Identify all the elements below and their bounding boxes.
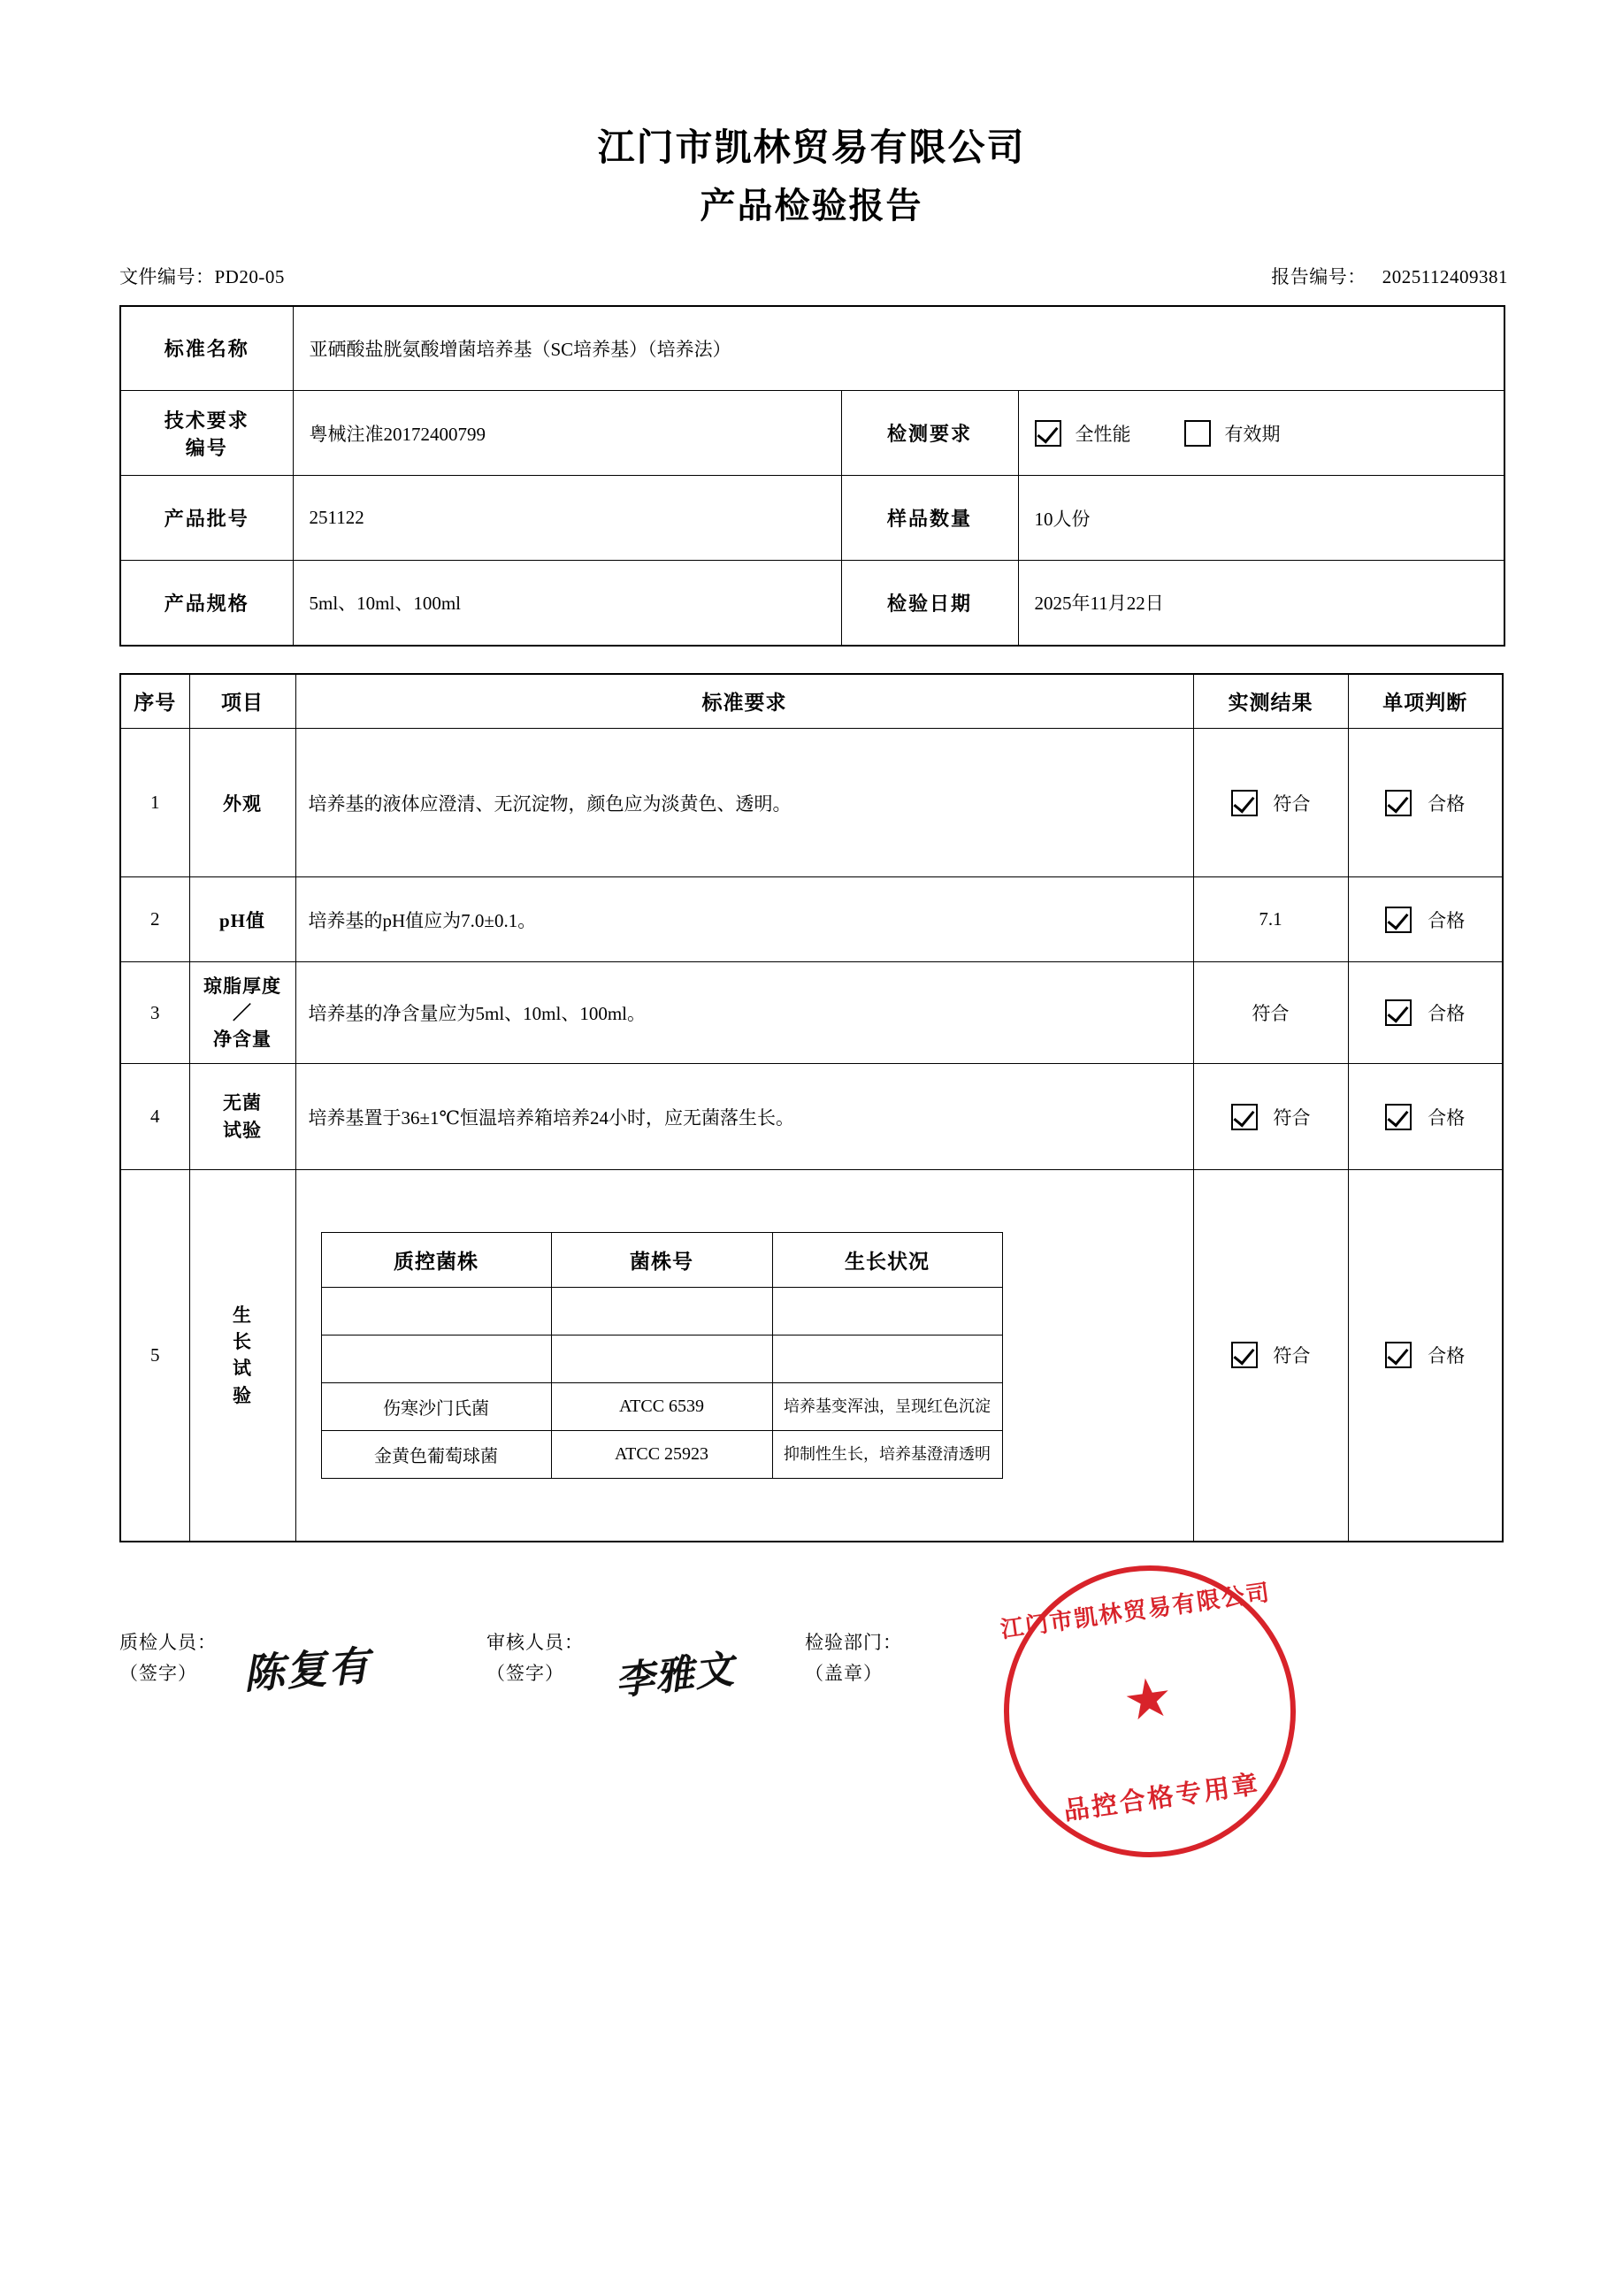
department-label-line2: （盖章） xyxy=(805,1663,883,1685)
growth-col-status: 生长状况 xyxy=(772,1232,1002,1287)
standard-name-label: 标准名称 xyxy=(120,306,293,391)
row-judgement xyxy=(1348,962,1503,1064)
table-row xyxy=(120,729,1503,877)
growth-number: ATCC 6539 xyxy=(551,1382,772,1430)
row-no: 1 xyxy=(120,729,189,877)
test-req-validity-label: 有效期 xyxy=(1224,423,1281,445)
row-requirement xyxy=(295,1170,1193,1542)
stamp-arc-text: 江门市凯林贸易有限公司 xyxy=(999,1579,1273,1643)
checkbox-icon[interactable] xyxy=(1035,420,1061,447)
row-judgement-text: 合格 xyxy=(1428,1003,1466,1025)
spec-label: 产品规格 xyxy=(120,561,293,646)
checkbox-icon[interactable] xyxy=(1385,1342,1412,1368)
row-requirement: 培养基的液体应澄清、无沉淀物，颜色应为淡黄色、透明。 xyxy=(295,729,1193,877)
row-item xyxy=(189,1064,295,1170)
file-number: 文件编号：PD20-05 xyxy=(119,265,285,287)
report-header xyxy=(0,0,1623,233)
reviewer-block xyxy=(486,1627,584,1690)
growth-number xyxy=(551,1335,772,1382)
row-item-line2: ／ xyxy=(233,1001,252,1023)
table-row xyxy=(321,1335,1002,1382)
row-judgement-text: 合格 xyxy=(1428,1106,1466,1129)
row-result: 符合 xyxy=(1193,962,1348,1064)
test-req-options xyxy=(1018,391,1504,476)
row-item: 外观 xyxy=(189,729,295,877)
checkbox-icon[interactable] xyxy=(1385,790,1412,816)
test-req-full-option[interactable] xyxy=(1035,420,1131,447)
batch-value: 251122 xyxy=(293,476,841,561)
row-item-line1: 琼脂厚度 xyxy=(203,975,281,997)
table-header-row xyxy=(120,674,1503,729)
row-result: 7.1 xyxy=(1193,877,1348,962)
col-judgement: 单项判断 xyxy=(1348,674,1503,729)
growth-strain xyxy=(321,1287,551,1335)
row-requirement: 培养基置于36±1℃恒温培养箱培养24小时，应无菌落生长。 xyxy=(295,1064,1193,1170)
star-icon: ★ xyxy=(1119,1666,1177,1733)
table-row xyxy=(120,391,1504,476)
growth-strain: 伤寒沙门氏菌 xyxy=(321,1382,551,1430)
row-result-text: 符合 xyxy=(1273,792,1311,815)
meta-row xyxy=(119,263,1508,289)
table-row xyxy=(120,476,1504,561)
report-number-value: 2025112409381 xyxy=(1382,265,1508,287)
growth-strain xyxy=(321,1335,551,1382)
row-judgement xyxy=(1348,1064,1503,1170)
stamp-bottom-text: 品控合格专用章 xyxy=(1061,1770,1262,1826)
checkbox-icon[interactable] xyxy=(1385,1104,1412,1130)
spec-value: 5ml、10ml、100ml xyxy=(293,561,841,646)
checkbox-icon[interactable] xyxy=(1184,420,1211,447)
growth-col-strain: 质控菌株 xyxy=(321,1232,551,1287)
batch-label: 产品批号 xyxy=(120,476,293,561)
checkbox-icon[interactable] xyxy=(1385,907,1412,933)
inspection-date-value: 2025年11月22日 xyxy=(1018,561,1504,646)
test-req-validity-option[interactable] xyxy=(1184,420,1281,447)
growth-status xyxy=(772,1335,1002,1382)
row-no: 3 xyxy=(120,962,189,1064)
row-no: 5 xyxy=(120,1170,189,1542)
growth-status xyxy=(772,1287,1002,1335)
row-result-text: 符合 xyxy=(1273,1345,1311,1367)
tech-req-label-line1: 技术要求 xyxy=(164,409,249,432)
row-no: 2 xyxy=(120,877,189,962)
table-row xyxy=(321,1382,1002,1430)
report-number xyxy=(1271,263,1508,289)
results-table xyxy=(119,673,1504,1542)
row-judgement xyxy=(1348,1170,1503,1542)
growth-status: 培养基变浑浊，呈现红色沉淀 xyxy=(772,1382,1002,1430)
row-item-line2: 试验 xyxy=(223,1119,262,1141)
table-row xyxy=(120,1064,1503,1170)
growth-strain: 金黄色葡萄球菌 xyxy=(321,1430,551,1478)
row-judgement xyxy=(1348,877,1503,962)
checkbox-icon[interactable] xyxy=(1231,1104,1258,1130)
info-table xyxy=(119,305,1505,647)
row-requirement: 培养基的净含量应为5ml、10ml、100ml。 xyxy=(295,962,1193,1064)
table-row xyxy=(120,877,1503,962)
growth-col-number: 菌株号 xyxy=(551,1232,772,1287)
col-no: 序号 xyxy=(120,674,189,729)
checkbox-icon[interactable] xyxy=(1231,1342,1258,1368)
col-requirement: 标准要求 xyxy=(295,674,1193,729)
tech-req-label xyxy=(120,391,293,476)
department-label-line1: 检验部门： xyxy=(805,1631,902,1653)
table-header-row xyxy=(321,1232,1002,1287)
reviewer-signature: 李雅文 xyxy=(613,1646,737,1704)
col-item: 项目 xyxy=(189,674,295,729)
row-judgement-text: 合格 xyxy=(1428,909,1466,931)
table-row xyxy=(321,1430,1002,1478)
sample-qty-value: 10人份 xyxy=(1018,476,1504,561)
row-result xyxy=(1193,1170,1348,1542)
report-number-label: 报告编号： xyxy=(1271,265,1367,287)
growth-test-table xyxy=(321,1232,1003,1479)
table-row xyxy=(120,306,1504,391)
table-row xyxy=(120,561,1504,646)
row-result-text: 符合 xyxy=(1273,1106,1311,1129)
checkbox-icon[interactable] xyxy=(1231,790,1258,816)
row-item-line3: 净含量 xyxy=(213,1029,272,1051)
row-no: 4 xyxy=(120,1064,189,1170)
row-item-line3: 试 xyxy=(233,1358,252,1380)
growth-status: 抑制性生长，培养基澄清透明 xyxy=(772,1430,1002,1478)
row-judgement xyxy=(1348,729,1503,877)
page-title: 产品检验报告 xyxy=(700,185,923,226)
department-block xyxy=(805,1627,902,1690)
inspector-label-line1: 质检人员： xyxy=(119,1631,217,1653)
checkbox-icon[interactable] xyxy=(1385,999,1412,1026)
table-row xyxy=(120,1170,1503,1542)
row-judgement-text: 合格 xyxy=(1428,1345,1466,1367)
inspector-block xyxy=(119,1627,217,1690)
row-result xyxy=(1193,729,1348,877)
sample-qty-label: 样品数量 xyxy=(841,476,1018,561)
row-requirement: 培养基的pH值应为7.0±0.1。 xyxy=(295,877,1193,962)
signature-area xyxy=(119,1579,1504,1826)
company-stamp xyxy=(985,1546,1315,1876)
test-req-label: 检测要求 xyxy=(841,391,1018,476)
growth-number: ATCC 25923 xyxy=(551,1430,772,1478)
row-result xyxy=(1193,1064,1348,1170)
tech-req-value: 粤械注准20172400799 xyxy=(293,391,841,476)
tech-req-label-line2: 编号 xyxy=(185,436,228,459)
row-item-line1: 无菌 xyxy=(223,1092,262,1114)
row-item-line2: 长 xyxy=(233,1331,252,1352)
table-row xyxy=(321,1287,1002,1335)
row-item xyxy=(189,962,295,1064)
inspection-date-label: 检验日期 xyxy=(841,561,1018,646)
inspector-signature: 陈复有 xyxy=(241,1641,372,1698)
row-item-line4: 验 xyxy=(233,1384,252,1406)
row-item: pH值 xyxy=(189,877,295,962)
col-result: 实测结果 xyxy=(1193,674,1348,729)
reviewer-label-line1: 审核人员： xyxy=(486,1631,584,1653)
company-name: 江门市凯林贸易有限公司 xyxy=(597,128,1026,169)
row-item-line1: 生 xyxy=(233,1304,252,1326)
standard-name-value: 亚硒酸盐胱氨酸增菌培养基（SC培养基）（培养法） xyxy=(293,306,1504,391)
growth-number xyxy=(551,1287,772,1335)
test-req-full-label: 全性能 xyxy=(1075,423,1131,445)
inspector-label-line2: （签字） xyxy=(119,1663,197,1685)
row-judgement-text: 合格 xyxy=(1428,792,1466,815)
reviewer-label-line2: （签字） xyxy=(486,1663,564,1685)
table-row xyxy=(120,962,1503,1064)
row-item xyxy=(189,1170,295,1542)
